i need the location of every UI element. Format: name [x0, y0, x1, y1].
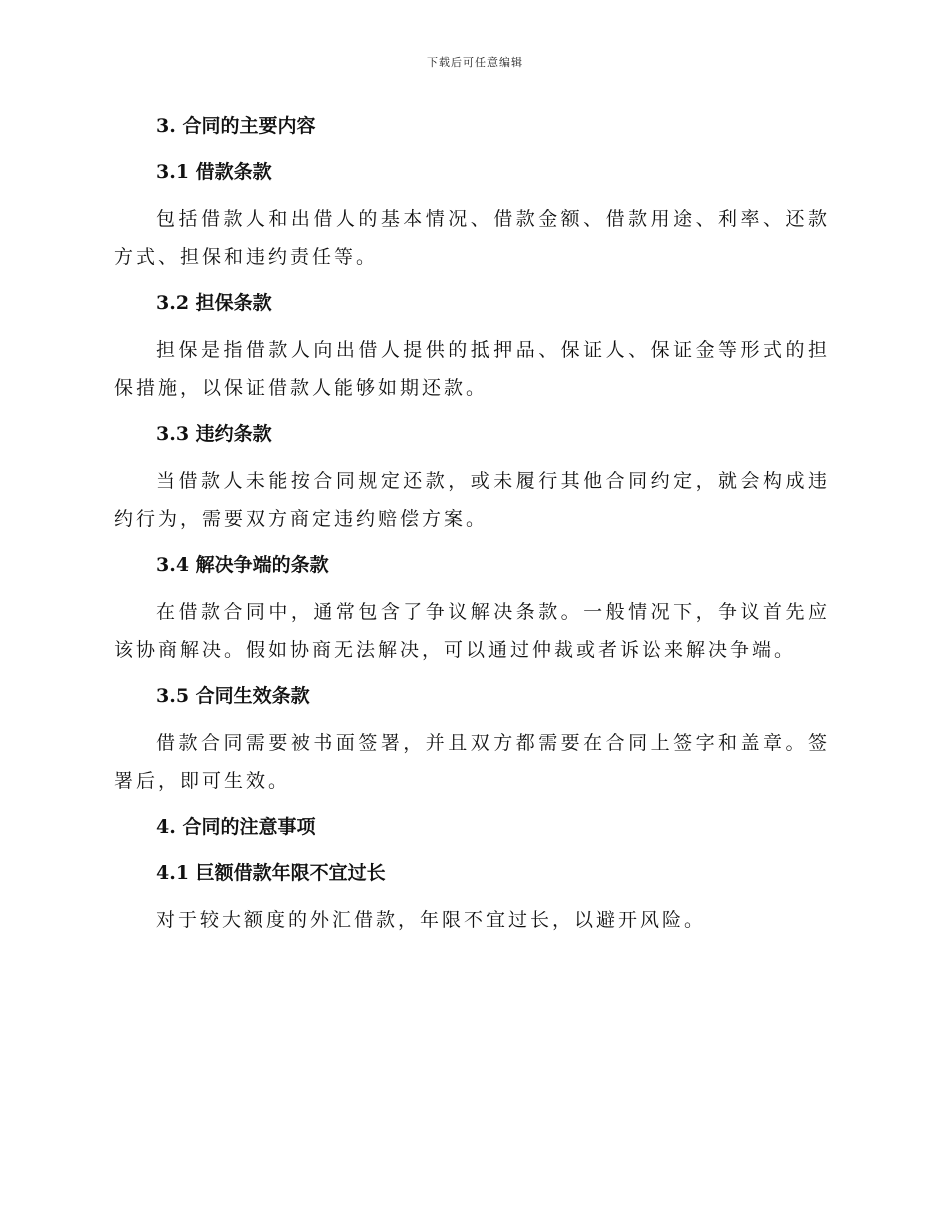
paragraph-3-5: 借款合同需要被书面签署，并且双方都需要在合同上签字和盖章。签署后，即可生效。: [114, 732, 830, 792]
section-heading-3-5: 3.5 合同生效条款: [156, 685, 310, 707]
section-heading-3-3: 3.3 违约条款: [156, 423, 272, 445]
paragraph-3-2: 担保是指借款人向出借人提供的抵押品、保证人、保证金等形式的担保措施，以保证借款人能够如期还款。: [114, 339, 830, 399]
paragraph-3-1: 包括借款人和出借人的基本情况、借款金额、借款用途、利率、还款方式、担保和违约责任等。: [114, 208, 830, 268]
paragraph-3-3: 当借款人未能按合同规定还款，或未履行其他合同约定，就会构成违约行为，需要双方商定违约赔偿方案。: [114, 470, 830, 530]
paragraph-3-4: 在借款合同中，通常包含了争议解决条款。一般情况下，争议首先应该协商解决。假如协商无法解决，可以通过仲裁或者诉讼来解决争端。: [114, 601, 830, 661]
page-header: 下载后可任意编辑: [427, 56, 523, 69]
section-heading-3-4: 3.4 解决争端的条款: [156, 554, 329, 576]
section-heading-4: 4. 合同的注意事项: [156, 816, 316, 838]
section-heading-3-2: 3.2 担保条款: [156, 292, 272, 314]
section-heading-3: 3. 合同的主要内容: [156, 115, 316, 137]
paragraph-4-1: 对于较大额度的外汇借款，年限不宜过长，以避开风险。: [156, 909, 707, 931]
section-heading-4-1: 4.1 巨额借款年限不宜过长: [156, 862, 386, 884]
document-body: [114, 108, 830, 939]
section-heading-3-1: 3.1 借款条款: [156, 161, 272, 183]
